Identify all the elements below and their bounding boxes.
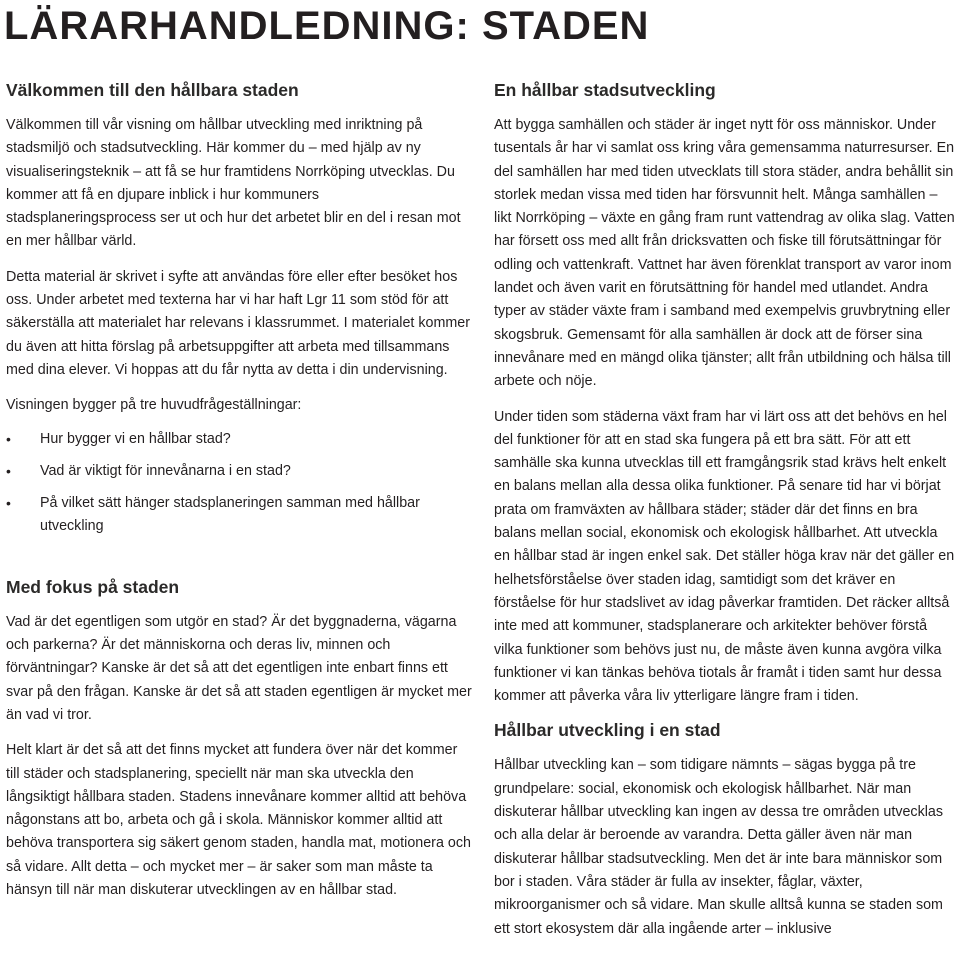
question-item: • På vilket sätt hänger stadsplaneringen samman med hållbar utveckling: [6, 492, 472, 539]
question-item: • Vad är viktigt för innevånarna i en stad?: [6, 460, 472, 483]
focus-paragraph-1: Vad är det egentligen som utgör en stad? Är det byggnaderna, vägarna och parkerna? Är det människorna och deras liv, minnen och förväntningar? Kanske är det så att det egentligen inte enbart finns ett svar på den frågan. Kanske är det så att staden egentligen är mycket mer än vad vi tror.: [6, 613, 472, 723]
stadsutveckling-paragraph-1: Att bygga samhällen och städer är inget nytt för oss människor. Under tusentals år har vi samlat oss kring våra gemensamma naturresurser. En del samhällen har med tiden utvecklats till stora städer, andra behållit sin storlek medan vissa med tiden har försvunnit helt. Många samhällen – likt Norrköping – växte en gång fram runt vattendrag av olika slag. Vatten har försett oss med allt från dricksvatten och fiske till förutsättningar för odling och vattenkraft. Vattnet har även förenklat transport av varor inom landet och även varit en förutsättning för handel med utlandet. Andra typer av städer växte fram i samband med exempelvis gruvbrytning eller skogsbruk. Gemensamt för alla samhällen är dock att de förser sina innevånare med en mängd olika tjänster; allt från utbildning och hälsa till arbete och nöje.: [494, 117, 955, 390]
right-column: [494, 78, 956, 941]
hallbar-utveckling-heading: Hållbar utveckling i en stad: [494, 720, 721, 741]
stadsutveckling-heading: En hållbar stadsutveckling: [494, 80, 716, 100]
hallbar-utveckling-paragraph: Hållbar utveckling kan – som tidigare nämnts – sägas bygga på tre grundpelare: social, ekonomisk och ekologisk hållbarhet. När man diskuterar hållbar utveckling kan ingen av dessa tre områden utvecklas och alla delar är beroende av varandra. Detta gäller även när man diskuterar hållbar stadsutveckling. Men det är inte bara människor som bor i staden. Våra städer är fulla av insekter, fåglar, växter, mikroorganismer och så vidare. Man skulle alltså kunna se staden som ett stort ekosystem där alla ingående arter – inklusive: [494, 757, 944, 937]
questions-intro: Visningen bygger på tre huvudfrågeställningar:: [6, 397, 302, 414]
document-title: LÄRARHANDLEDNING: STADEN: [4, 4, 650, 48]
welcome-paragraph: Välkommen till vår visning om hållbar utveckling med inriktning på stadsmiljö och stadsutveckling. Här kommer du – med hjälp av ny visualiseringsteknik – att få se hur framtidens Norrköping utvecklas. Du kommer att få en djupare inblick i hur kommuners stadsplaneringsprocess ser ut och hur det arbetet blir en del i resan mot en mer hållbar värld.: [6, 117, 461, 250]
welcome-heading: Välkommen till den hållbara staden: [6, 80, 299, 100]
material-paragraph: Detta material är skrivet i syfte att användas före eller efter besöket hos oss. Under arbetet med texterna har vi har haft Lgr 11 som stöd för att säkerställa att materialet har relevans i klassrummet. I materialet kommer du även att hitta förslag på arbetsuppgifter att arbeta med tillsammans med dina elever. Vi hoppas att du får nytta av detta i din undervisning.: [6, 268, 471, 378]
questions-list: [6, 428, 472, 539]
focus-paragraph-2: Helt klart är det så att det finns mycket att fundera över när det kommer till städer och stadsplanering, speciellt när man ska utveckla den långsiktigt hållbara staden. Stadens innevånare kommer alltid att behöva någonstans att bo, arbeta och gå i skola. Människor kommer alltid att behöva transportera sig säkert genom staden, handla mat, motionera och så vidare. Allt detta – och mycket mer – är saker som man måste ta hänsyn till när man diskuterar utvecklingen av en hållbar stad.: [6, 742, 471, 899]
left-column: [6, 78, 472, 902]
focus-heading: Med fokus på staden: [6, 576, 180, 597]
stadsutveckling-paragraph-2: Under tiden som städerna växt fram har vi lärt oss att det behövs en hel del funktioner för att en stad ska fungera på ett bra sätt. För att ett samhälle ska kunna utvecklas till ett framgångsrik stad krävs helt enkelt en balans mellan alla dessa olika funktioner. På senare tid har vi börjat prata om framväxten av hållbara städer; städer där det finns en bra balans mellan social, ekonomisk och ekologisk hållbarhet. Att utveckla en hållbar stad är ingen enkel sak. Det ställer höga krav när det gäller en helhetsförståelse över staden idag, samtidigt som det kräver en förståelse för hur stadslivet av idag påverkar framtiden. Det räcker alltså inte med att kommuner, stadsplanerare och arkitekter behöver förstå vilka funktioner som behövs just nu, de måste även kunna avgöra vilka funktioner vi kan tänkas behöva tiotals år framåt i tiden samt hur dessa kommer att påverka våra liv ytterligare längre fram i tiden.: [494, 408, 955, 705]
question-item: • Hur bygger vi en hållbar stad?: [6, 428, 472, 451]
